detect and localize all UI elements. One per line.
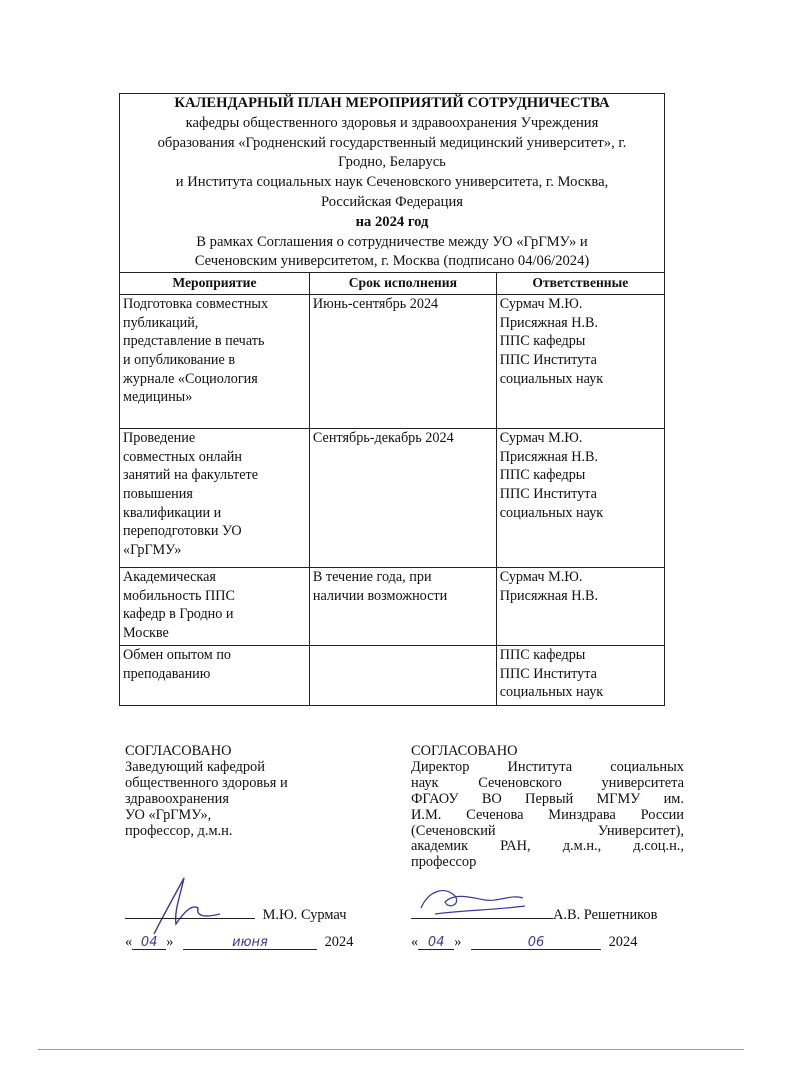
cell-line: Присяжная Н.В. (499, 314, 599, 331)
responsible-cell (496, 295, 664, 429)
cell-line: совместных онлайн (123, 448, 242, 465)
cell-line: наличии возможности (312, 587, 448, 604)
date-left: « 04 » июня 2024 (125, 934, 354, 950)
date-day: 04 (132, 935, 166, 950)
approval-line: академик РАН, д.м.н., д.соц.н., (411, 838, 684, 855)
responsible-cell (496, 568, 664, 646)
approval-line: Директор Института социальных (411, 758, 684, 775)
date-day: 04 (418, 935, 454, 950)
term-cell (309, 568, 496, 646)
cell-line: представление в печать (123, 333, 265, 350)
cell-line: социальных наук (499, 370, 604, 387)
signer-name-right: А.В. Решетников (553, 907, 658, 923)
table-row (120, 568, 665, 646)
table-row (120, 429, 665, 568)
cell-line: ППС Института (499, 351, 597, 368)
table-header-row (120, 273, 665, 295)
signature-line-left (125, 904, 346, 924)
cell-line: преподаванию (123, 665, 211, 682)
cell-line: переподготовки УО (123, 523, 242, 540)
event-cell (120, 646, 310, 706)
approval-line: профессор (411, 854, 477, 871)
approval-line: общественного здоровья и (125, 774, 288, 791)
cell-line: Сурмач М.Ю. (499, 296, 583, 313)
cell-line: ППС кафедры (499, 647, 586, 664)
approval-line: профессор, д.м.н. (125, 822, 233, 839)
approval-heading: СОГЛАСОВАНО (125, 743, 232, 759)
header-line: образования «Гродненский государственный медицинский университет», г. (157, 134, 627, 151)
cell-line: Сурмач М.Ю. (499, 569, 583, 586)
cell-line: «ГрГМУ» (123, 541, 182, 558)
term-cell (309, 646, 496, 706)
cell-line: публикаций, (123, 314, 199, 331)
cell-line: квалификации и (123, 504, 222, 521)
cell-line: ППС Института (499, 665, 597, 682)
approval-line: здравоохранения (125, 790, 229, 807)
signer-name-left: М.Ю. Сурмач (262, 907, 347, 923)
cell-line: Присяжная Н.В. (499, 448, 599, 465)
cell-line: Подготовка совместных (123, 296, 269, 313)
cell-line: Июнь-сентябрь 2024 (312, 296, 439, 313)
cell-line: Проведение (123, 430, 196, 447)
date-right: « 04 » 06 2024 (411, 934, 638, 950)
cooperation-plan-table (119, 93, 665, 706)
approval-heading: СОГЛАСОВАНО (411, 743, 518, 759)
table-row (120, 646, 665, 706)
term-cell (309, 295, 496, 429)
cell-line: журнале «Социология (123, 370, 258, 387)
column-header-event: Мероприятие (120, 273, 310, 295)
table-row (120, 295, 665, 429)
event-cell (120, 568, 310, 646)
cell-line: ППС Института (499, 485, 597, 502)
approval-left (125, 744, 375, 839)
approval-line: наук Сеченовского университета (411, 774, 684, 791)
event-cell (120, 295, 310, 429)
header-line: кафедры общественного здоровья и здравоохранения Учреждения (185, 114, 599, 131)
event-cell (120, 429, 310, 568)
column-header-responsible: Ответственные (496, 273, 664, 295)
column-header-term: Срок исполнения (309, 273, 496, 295)
cell-line: Москве (123, 624, 169, 641)
cell-line: мобильность ППС (123, 587, 235, 604)
responsible-cell (496, 429, 664, 568)
cell-line: и опубликование в (123, 351, 236, 368)
approval-line: Заведующий кафедрой (125, 758, 265, 775)
plan-title: КАЛЕНДАРНЫЙ ПЛАН МЕРОПРИЯТИЙ СОТРУДНИЧЕСТВА (174, 95, 610, 111)
cell-line: социальных наук (499, 504, 604, 521)
approval-line: (Сеченовский Университет), (411, 822, 684, 839)
cell-line: ППС кафедры (499, 333, 586, 350)
cell-line: Обмен опытом по (123, 647, 232, 664)
plan-header (120, 94, 665, 273)
cell-line: кафедр в Гродно и (123, 606, 234, 623)
approval-line: И.М. Сеченова Минздрава России (411, 806, 684, 823)
header-line: Гродно, Беларусь (338, 154, 446, 171)
agreement-line: Сеченовским университетом, г. Москва (подписано 04/06/2024) (194, 253, 590, 270)
approval-right (411, 744, 684, 871)
term-cell (309, 429, 496, 568)
scan-edge-line (38, 1049, 744, 1050)
cell-line: В течение года, при (312, 569, 432, 586)
cell-line: медицины» (123, 389, 193, 406)
responsible-cell (496, 646, 664, 706)
cell-line: повышения (123, 485, 193, 502)
cell-line: занятий на факультете (123, 467, 259, 484)
date-month: июня (183, 935, 317, 950)
cell-line: Сентябрь-декабрь 2024 (312, 430, 454, 447)
cell-line: Присяжная Н.В. (499, 587, 599, 604)
agreement-line: В рамках Соглашения о сотрудничестве между УО «ГрГМУ» и (196, 233, 588, 250)
date-year: 2024 (608, 934, 638, 950)
signature-left (140, 868, 240, 938)
approval-line: УО «ГрГМУ», (125, 806, 212, 823)
cell-line: социальных наук (499, 684, 604, 701)
date-year: 2024 (324, 934, 354, 950)
header-line: Российская Федерация (321, 193, 463, 210)
cell-line: ППС кафедры (499, 467, 586, 484)
cell-line: Академическая (123, 569, 216, 586)
plan-year: на 2024 год (355, 213, 429, 230)
date-month: 06 (471, 935, 601, 950)
signature-line-right (411, 904, 657, 924)
cell-line: Сурмач М.Ю. (499, 430, 583, 447)
approval-line: ФГАОУ ВО Первый МГМУ им. (411, 790, 684, 807)
header-line: и Института социальных наук Сеченовского университета, г. Москва, (175, 174, 609, 191)
